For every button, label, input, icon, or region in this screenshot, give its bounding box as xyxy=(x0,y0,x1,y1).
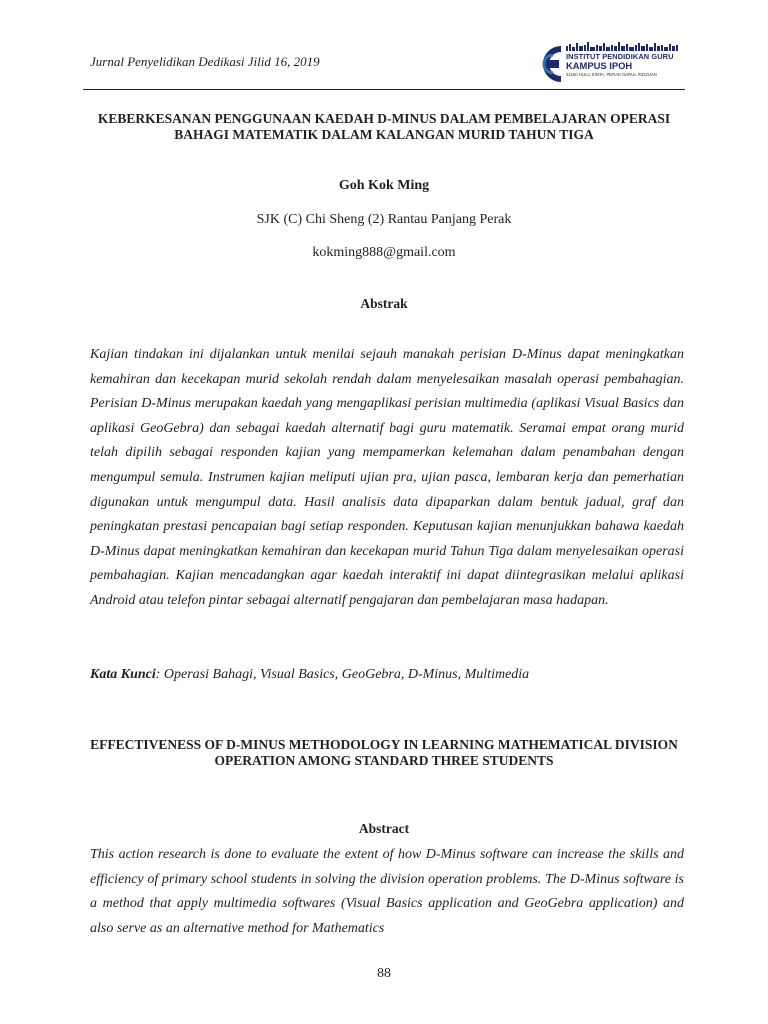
header-divider xyxy=(83,89,685,90)
paper-title-english: EFFECTIVENESS OF D-MINUS METHODOLOGY IN LEARNING MATHEMATICAL DIVISION OPERATION AMONG STANDARD THREE STUDENTS xyxy=(90,737,678,768)
page-number: 88 xyxy=(377,966,391,981)
author-email: kokming888@gmail.com xyxy=(312,245,456,260)
abstract-text-english: This action research is done to evaluate the extent of how D-Minus software can increase the skills and efficiency of primary school students in solving the division operation problems. The D-Minus software is a method that apply multimedia softwares (Visual Basics application and GeoGebra application) and also serve as an alternative method for Mathematics xyxy=(90,847,684,936)
author-name: Goh Kok Ming xyxy=(338,178,430,193)
logo-campus-name: KAMPUS IPOH xyxy=(566,60,633,71)
abstract-heading-malay: Abstrak xyxy=(360,296,408,311)
keywords-list: : Operasi Bahagi, Visual Basics, GeoGebra, D-Minus, Multimedia xyxy=(155,667,530,682)
abstract-text-malay: Kajian tindakan ini dijalankan untuk menilai sejauh manakah perisian D-Minus dapat meningkatkan kemahiran dan kecekapan murid sekolah rendah dalam menyelesaikan masalah operasi pembahagian. Perisian D-Minus merupakan kaedah yang mengaplikasi perisian multimedia (aplikasi Visual Basics dan aplikasi GeoGebra) dan sebagai kaedah alternatif bagi guru matematik. Seramai empat orang murid telah dipilih sebagai responden kajian yang mempamerkan kelemahan dalam penambahan dengan mengumpul semula. Instrumen kajian meliputi ujian pra, ujian pasca, lembaran kerja dan pemerhatian digunakan untuk mengumpul data. Hasil analisis data dipaparkan dalam bentuk jadual, graf dan peningkatan prestasi pencapaian bagi setiap responden. Keputusan kajian menunjukkan bahawa kaedah D-Minus dapat meningkatkan kemahiran dan kecekapan murid Tahun Tiga dalam menyelesaikan operasi pembahagian. Kajian mencadangkan agar kaedah interaktif ini dapat diintegrasikan melalui aplikasi Android atau telefon pintar sebagai alternatif pengajaran dan pembelajaran masa hadapan. xyxy=(90,347,684,608)
institute-logo xyxy=(536,40,684,84)
keywords-line xyxy=(90,667,529,683)
logo-institute-name: INSTITUT PENDIDIKAN GURU xyxy=(566,52,674,61)
keywords-label: Kata Kunci xyxy=(90,667,156,682)
abstract-heading-english: Abstract xyxy=(358,821,410,836)
journal-title: Jurnal Penyelidikan Dedikasi Jilid 16, 2019 xyxy=(90,54,320,69)
logo-address: 31150 HULU KINTA, PERAK DARUL RIDZUAN xyxy=(566,72,657,77)
paper-title-malay: KEBERKESANAN PENGGUNAAN KAEDAH D-MINUS DALAM PEMBELAJARAN OPERASI BAHAGI MATEMATIK DALAM KALANGAN MURID TAHUN TIGA xyxy=(97,111,671,142)
page-header xyxy=(90,40,684,86)
author-affiliation: SJK (C) Chi Sheng (2) Rantau Panjang Perak xyxy=(256,212,512,227)
